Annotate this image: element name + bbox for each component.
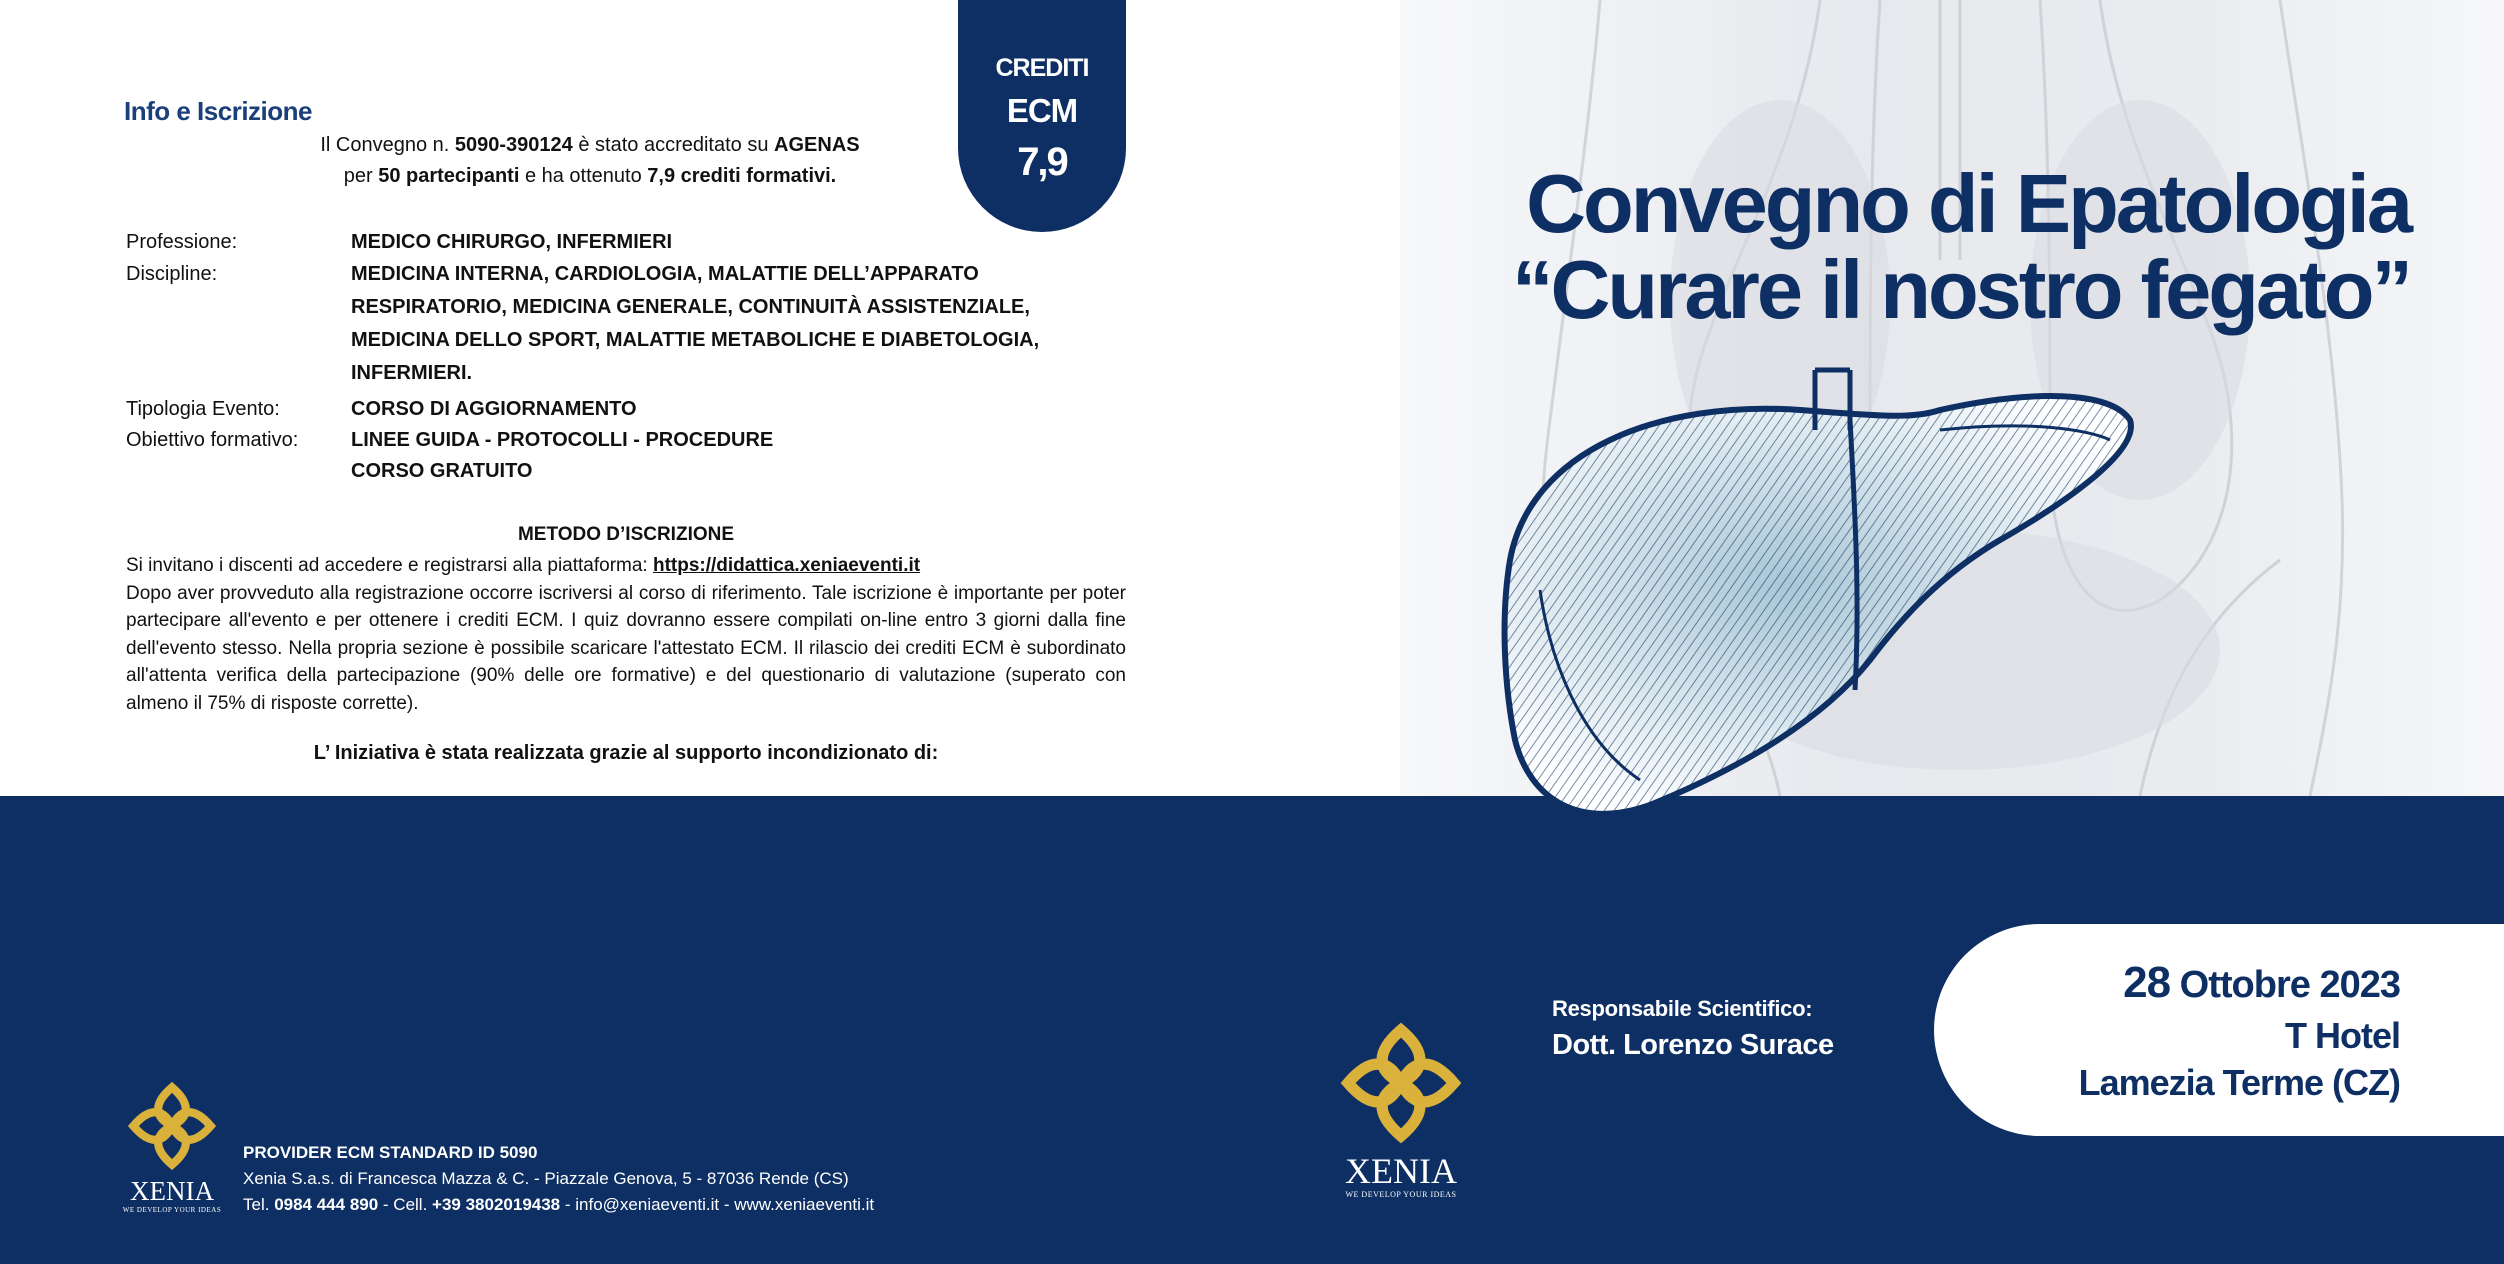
credits-count: 7,9 crediti formativi. — [647, 165, 837, 187]
provider-info — [243, 1140, 874, 1218]
event-venue: T Hotel — [2285, 1015, 2400, 1056]
tel-number: 0984 444 890 — [274, 1195, 379, 1214]
cell-number: +39 3802019438 — [432, 1195, 561, 1214]
xenia-logo-icon — [126, 1080, 218, 1172]
tipologia-value: CORSO DI AGGIORNAMENTO — [351, 398, 637, 420]
discipline-label: Discipline: — [126, 263, 218, 285]
convegno-number: 5090-390124 — [454, 134, 573, 156]
metodo-title: METODO D’ISCRIZIONE — [517, 524, 735, 545]
participants-count: 50 partecipanti — [378, 165, 520, 187]
metodo-body — [126, 552, 1126, 717]
xenia-logo-text: XENIA — [1345, 1151, 1457, 1191]
accreditation-text: Il Convegno n. — [320, 134, 455, 156]
xenia-logo-tagline: WE DEVELOP YOUR IDEAS — [1345, 1190, 1457, 1199]
platform-link[interactable]: https://didattica.xeniaeventi.it — [652, 555, 921, 576]
provider-address: Xenia S.a.s. di Francesca Mazza & C. - Piazzale Genova, 5 - 87036 Rende (CS) — [243, 1169, 849, 1188]
accreditation-line2 — [240, 161, 940, 191]
accreditation-line1 — [240, 130, 940, 160]
responsabile-label: Responsabile Scientifico: — [1552, 996, 1813, 1021]
provider-contacts — [243, 1192, 874, 1218]
responsabile-name: Dott. Lorenzo Surace — [1552, 1029, 1834, 1061]
section-title: Info e Iscrizione — [124, 96, 312, 126]
professione-label: Professione: — [126, 231, 238, 253]
ecm-badge-line2: ECM — [1006, 92, 1078, 129]
event-date-day: 28 — [2123, 958, 2171, 1007]
ecm-badge-line1: CREDITI — [995, 54, 1089, 82]
tipologia-label: Tipologia Evento: — [126, 398, 280, 420]
obiettivo-label: Obiettivo formativo: — [126, 429, 299, 451]
liver-illustration — [1470, 360, 2140, 840]
ecm-badge-value: 7,9 — [1017, 140, 1067, 184]
event-date — [2123, 958, 2400, 1008]
ecm-credits-badge — [958, 0, 1126, 232]
discipline-line: MEDICINA DELLO SPORT, MALATTIE METABOLICHE E DIABETOLOGIA, — [351, 329, 1040, 351]
email-website: - info@xeniaeventi.it - www.xeniaeventi.it — [560, 1195, 875, 1214]
discipline-line: MEDICINA INTERNA, CARDIOLOGIA, MALATTIE DELL’APPARATO — [351, 263, 979, 285]
professione-value: MEDICO CHIRURGO, INFERMIERI — [351, 231, 673, 253]
event-title-line2: “Curare il nostro fegato” — [1511, 243, 2410, 336]
xenia-logo-tagline: WE DEVELOP YOUR IDEAS — [122, 1206, 222, 1214]
accreditation-text: e ha ottenuto — [519, 165, 648, 187]
corso-gratuito: CORSO GRATUITO — [351, 460, 533, 482]
discipline-line: RESPIRATORIO, MEDICINA GENERALE, CONTINUITÀ ASSISTENZIALE, — [351, 296, 1030, 318]
obiettivo-value: LINEE GUIDA - PROTOCOLLI - PROCEDURE — [351, 429, 774, 451]
cell-label: - Cell. — [378, 1195, 433, 1214]
accreditation-text: è stato accreditato su — [572, 134, 775, 156]
metodo-intro: Si invitano i discenti ad accedere e registrarsi alla piattaforma: — [126, 555, 653, 576]
event-title-line1: Convegno di Epatologia — [1526, 157, 2410, 250]
date-venue-box — [1934, 924, 2504, 1136]
tel-label: Tel. — [243, 1195, 275, 1214]
xenia-logo-text: XENIA — [130, 1176, 214, 1206]
provider-id: PROVIDER ECM STANDARD ID 5090 — [243, 1143, 538, 1162]
support-text: L’ Iniziativa è stata realizzata grazie al supporto incondizionato di: — [313, 742, 939, 764]
metodo-text: Dopo aver provveduto alla registrazione occorre iscriversi al corso di riferimento. Tale iscrizione è importante per poter partecipare all'evento e per ottenere i crediti ECM. I quiz dovranno essere compilati on-line entro 3 giorni dalla fine dell'evento stesso. Nella propria sezione è possibile scaricare l'attestato ECM. Il rilascio dei crediti ECM è subordinato all'attenta verifica della partecipazione (90% delle ore formative) e del questionario di valutazione (superato con almeno il 75% di risposte corrette). — [126, 582, 1126, 714]
accreditation-text: per — [343, 165, 379, 187]
event-date-month-year: Ottobre 2023 — [2170, 964, 2400, 1006]
xenia-logo-icon — [1338, 1020, 1464, 1146]
agenas-label: AGENAS — [774, 134, 860, 156]
event-city: Lamezia Terme (CZ) — [2078, 1062, 2400, 1103]
discipline-line: INFERMIERI. — [351, 362, 473, 384]
